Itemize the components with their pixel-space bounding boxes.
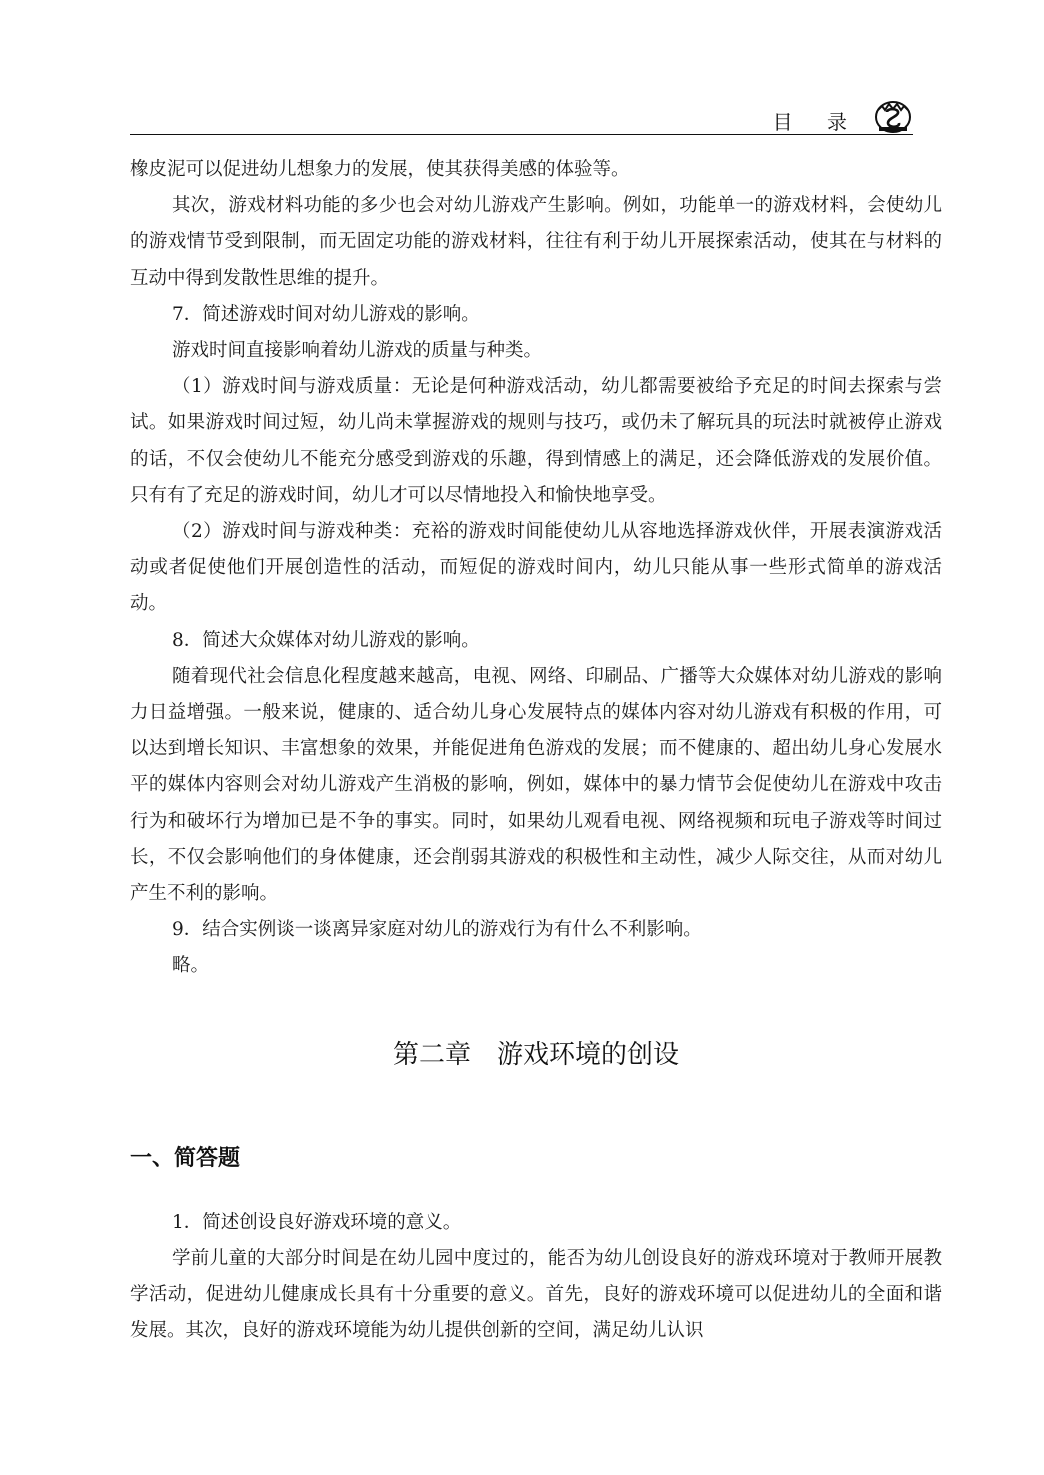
paragraph: 略。 bbox=[172, 955, 210, 977]
paragraph: 7．简述游戏时间对幼儿游戏的影响。 bbox=[172, 303, 480, 325]
paragraph: 8．简述大众媒体对幼儿游戏的影响。 bbox=[172, 629, 480, 651]
paragraph: 游戏时间直接影响着幼儿游戏的质量与种类。 bbox=[172, 340, 543, 362]
publisher-logo-icon bbox=[873, 98, 913, 134]
page-header bbox=[130, 98, 913, 136]
header-rule bbox=[130, 134, 913, 135]
paragraph: 1．简述创设良好游戏环境的意义。 bbox=[172, 1211, 462, 1233]
paragraph: 其次，游戏材料功能的多少也会对幼儿游戏产生影响。例如，功能单一的游戏材料，会使幼儿的游戏情节受到限制，而无固定功能的游戏材料，往往有利于幼儿开展探索活动，使其在与材料的互动中得到发散性思维的提升。 bbox=[130, 195, 942, 289]
paragraph: （2）游戏时间与游戏种类：充裕的游戏时间能使幼儿从容地选择游戏伙伴，开展表演游戏活动或者促使他们开展创造性的活动，而短促的游戏时间内，幼儿只能从事一些形式简单的游戏活动。 bbox=[130, 521, 942, 615]
paragraph: 学前儿童的大部分时间是在幼儿园中度过的，能否为幼儿创设良好的游戏环境对于教师开展教学活动，促进幼儿健康成长具有十分重要的意义。首先，良好的游戏环境可以促进幼儿的全面和谐发展。其次，良好的游戏环境能为幼儿提供创新的空间，满足幼儿认识 bbox=[130, 1247, 942, 1342]
header-title: 目 录 bbox=[772, 110, 861, 134]
paragraph: 9．结合实例谈一谈离异家庭对幼儿的游戏行为有什么不利影响。 bbox=[172, 919, 702, 941]
section-title: 一、简答题 bbox=[130, 1145, 241, 1171]
body-text-bottom bbox=[130, 1205, 942, 1350]
chapter-title: 第二章 游戏环境的创设 bbox=[392, 1039, 679, 1070]
paragraph: 随着现代社会信息化程度越来越高，电视、网络、印刷品、广播等大众媒体对幼儿游戏的影响力日益增强。一般来说，健康的、适合幼儿身心发展特点的媒体内容对幼儿游戏有积极的作用，可以达到增长知识、丰富想象的效果，并能促进角色游戏的发展；而不健康的、超出幼儿身心发展水平的媒体内容则会对幼儿游戏产生消极的影响，例如，媒体中的暴力情节会促使幼儿在游戏中攻击行为和破坏行为增加已是不争的事实。同时，如果幼儿观看电视、网络视频和玩电子游戏等时间过长，不仅会影响他们的身体健康，还会削弱其游戏的积极性和主动性，减少人际交往，从而对幼儿产生不利的影响。 bbox=[130, 665, 942, 905]
body-text-top bbox=[130, 152, 942, 985]
paragraph: 橡皮泥可以促进幼儿想象力的发展，使其获得美感的体验等。 bbox=[130, 159, 630, 180]
paragraph: （1）游戏时间与游戏质量：无论是何种游戏活动，幼儿都需要被给予充足的时间去探索与尝试。如果游戏时间过短，幼儿尚未掌握游戏的规则与技巧，或仍未了解玩具的玩法时就被停止游戏的话，不仅会使幼儿不能充分感受到游戏的乐趣，得到情感上的满足，还会降低游戏的发展价值。只有有了充足的游戏时间，幼儿才可以尽情地投入和愉快地享受。 bbox=[130, 376, 942, 506]
page-content bbox=[130, 152, 942, 1349]
